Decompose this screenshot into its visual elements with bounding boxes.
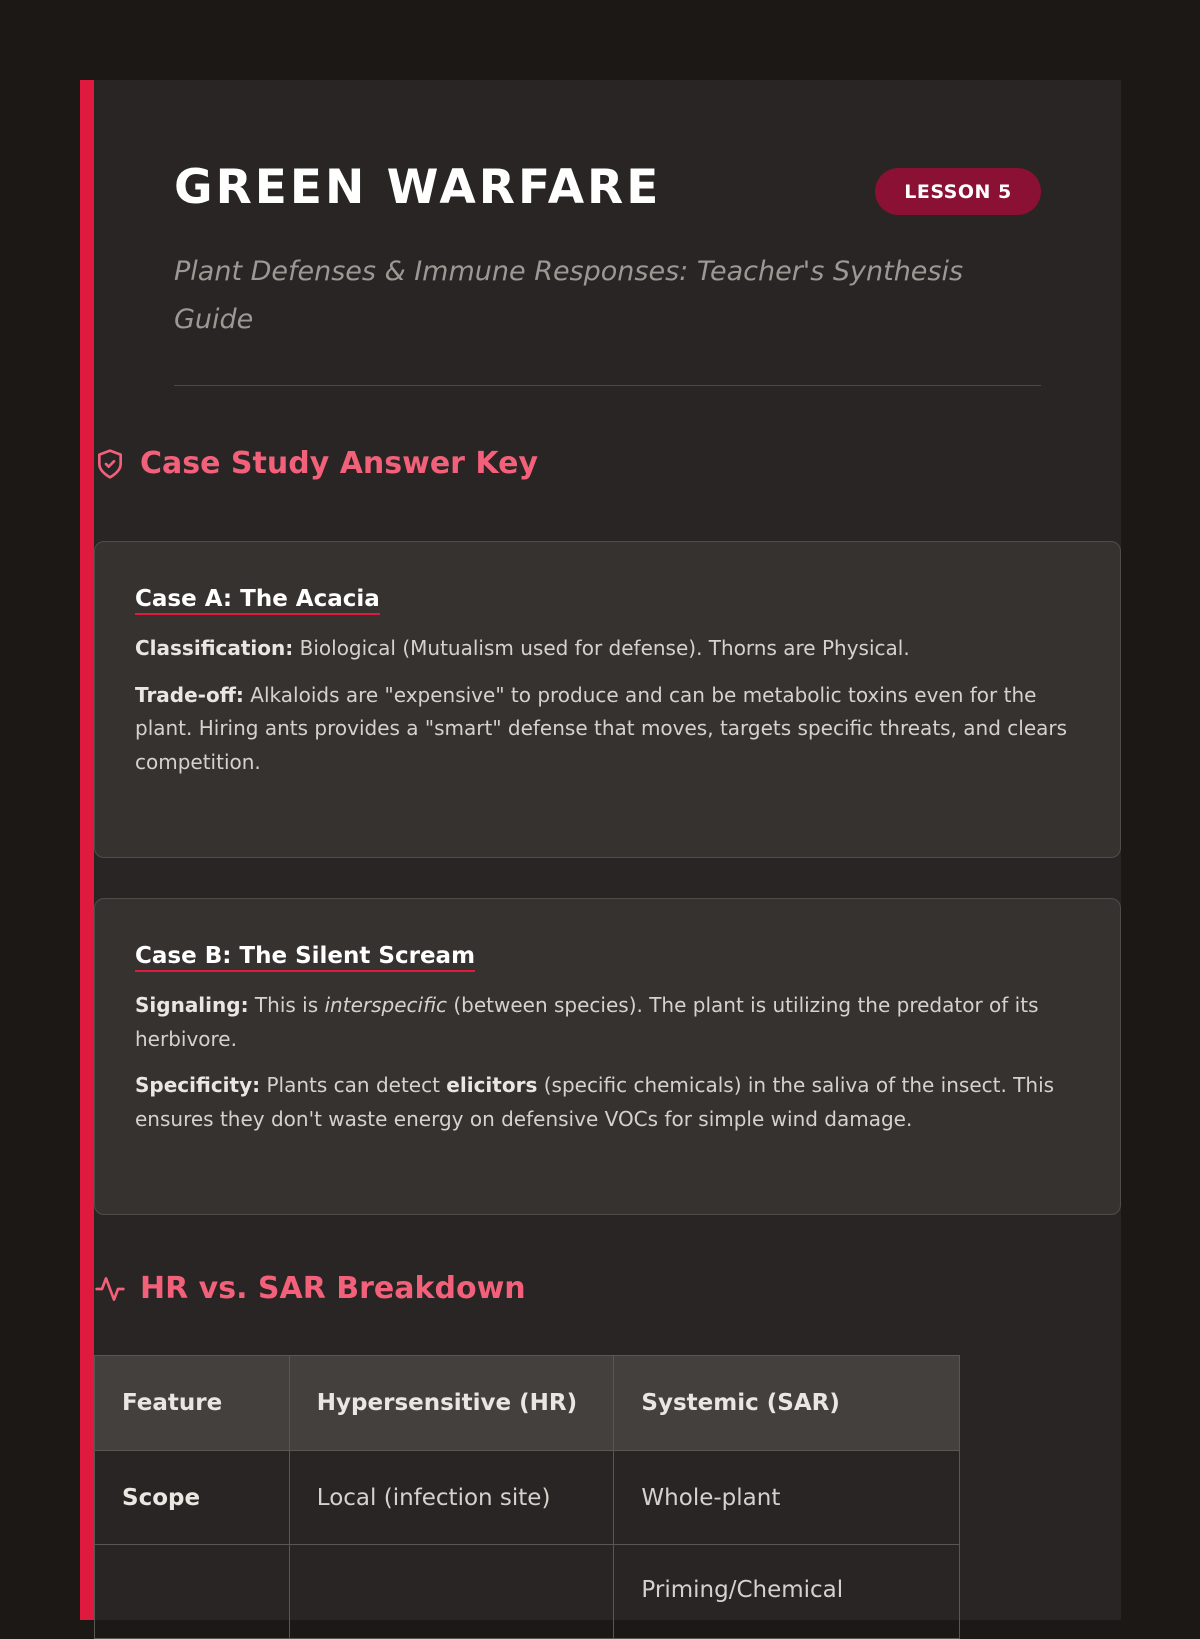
case-card-a	[94, 541, 1121, 858]
case-card-b	[94, 898, 1121, 1215]
case-a-title: Case A: The Acacia	[135, 586, 380, 615]
case-a-classification: Classification: Biological (Mutualism used for defense). Thorns are Physical.	[135, 636, 910, 660]
page-subtitle: Plant Defenses & Immune Responses: Teacher's Synthesis Guide	[174, 256, 964, 335]
table-header-cell: Hypersensitive (HR)	[289, 1356, 614, 1451]
hr-sar-table	[94, 1355, 960, 1639]
section-heading-label: HR vs. SAR Breakdown	[140, 1271, 526, 1306]
lesson-page	[80, 80, 1121, 1620]
section-heading-hr-sar	[94, 1271, 526, 1306]
table-cell	[289, 1545, 614, 1639]
page-header	[174, 80, 1041, 335]
section-heading-label: Case Study Answer Key	[140, 446, 539, 481]
table-cell: Priming/Chemical	[614, 1545, 960, 1639]
section-heading-case-study	[94, 446, 538, 481]
table-cell	[95, 1545, 290, 1639]
table-cell: Whole-plant	[614, 1451, 960, 1545]
case-b-signaling: Signaling: This is interspecific (between species). The plant is utilizing the predator of its herbivore.	[135, 993, 1039, 1051]
lesson-badge: LESSON 5	[875, 168, 1041, 215]
table-row	[95, 1545, 960, 1639]
table-cell: Local (infection site)	[289, 1451, 614, 1545]
shield-check-icon	[94, 448, 126, 480]
table-header-cell: Feature	[95, 1356, 290, 1451]
case-b-title: Case B: The Silent Scream	[135, 943, 475, 972]
table-header-row	[95, 1356, 960, 1451]
page-title: GREEN WARFARE	[174, 160, 662, 215]
table-cell: Scope	[95, 1451, 290, 1545]
header-divider	[174, 385, 1041, 386]
activity-pulse-icon	[94, 1273, 126, 1305]
case-a-tradeoff: Trade-off: Alkaloids are "expensive" to produce and can be metabolic toxins even for the plant. Hiring ants provides a "smart" defense that moves, targets specific threats, and clears competition.	[135, 682, 1068, 774]
table-row	[95, 1451, 960, 1545]
case-b-specificity: Specificity: Plants can detect elicitors (specific chemicals) in the saliva of the insect. This ensures they don't waste energy on defensive VOCs for simple wind damage.	[135, 1073, 1055, 1131]
table-header-cell: Systemic (SAR)	[614, 1356, 960, 1451]
